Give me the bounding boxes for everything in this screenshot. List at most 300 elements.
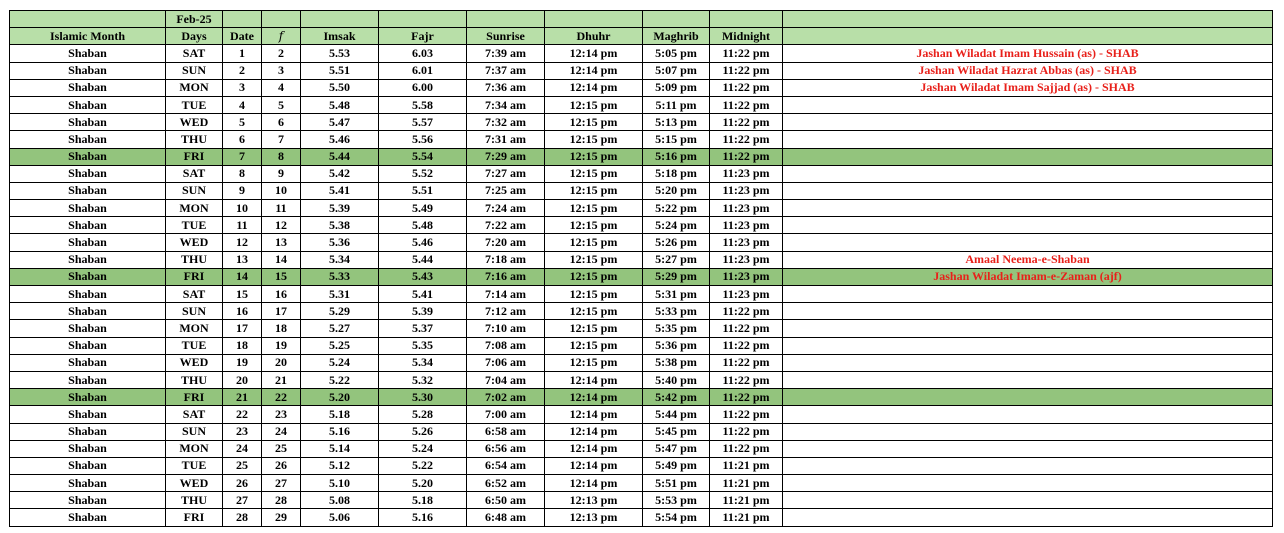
cell-maghrib: 5:22 pm — [643, 200, 710, 217]
cell-f: 11 — [262, 200, 301, 217]
cell-imsak: 5.25 — [301, 337, 379, 354]
cell-sunrise: 7:18 am — [467, 251, 545, 268]
cell-day: THU — [166, 131, 223, 148]
cell-date: 11 — [223, 217, 262, 234]
cell-day: SUN — [166, 62, 223, 79]
col-header-days: Days — [166, 28, 223, 45]
cell-midnight: 11:22 pm — [710, 440, 783, 457]
cell-fajr: 5.56 — [379, 131, 467, 148]
cell-sunrise: 6:58 am — [467, 423, 545, 440]
cell-imsak: 5.29 — [301, 303, 379, 320]
cell-maghrib: 5:13 pm — [643, 114, 710, 131]
cell-date: 24 — [223, 440, 262, 457]
cell-dhuhr: 12:15 pm — [545, 337, 643, 354]
cell-f: 18 — [262, 320, 301, 337]
cell-midnight: 11:23 pm — [710, 200, 783, 217]
cell-dhuhr: 12:15 pm — [545, 251, 643, 268]
cell-midnight: 11:22 pm — [710, 45, 783, 62]
cell-fajr: 5.20 — [379, 475, 467, 492]
cell-midnight: 11:23 pm — [710, 286, 783, 303]
cell-islamic-month: Shaban — [10, 509, 166, 526]
cell-midnight: 11:23 pm — [710, 268, 783, 285]
cell-day: SAT — [166, 45, 223, 62]
cell-date: 9 — [223, 182, 262, 199]
cell-maghrib: 5:18 pm — [643, 165, 710, 182]
table-row — [10, 45, 1273, 62]
cell-islamic-month: Shaban — [10, 182, 166, 199]
cell-maghrib: 5:31 pm — [643, 286, 710, 303]
cell-event-note: Jashan Wiladat Imam-e-Zaman (ajf) — [783, 268, 1273, 285]
cell-midnight: 11:22 pm — [710, 62, 783, 79]
col-header-date: Date — [223, 28, 262, 45]
cell-date: 10 — [223, 200, 262, 217]
cell-imsak: 5.20 — [301, 389, 379, 406]
cell-event-note: Amaal Neema-e-Shaban — [783, 251, 1273, 268]
cell-fajr: 5.18 — [379, 492, 467, 509]
table-row — [10, 62, 1273, 79]
cell-fajr: 5.32 — [379, 371, 467, 388]
cell-midnight: 11:21 pm — [710, 475, 783, 492]
col-header-islamic-month: Islamic Month — [10, 28, 166, 45]
cell-event-note — [783, 492, 1273, 509]
cell-imsak: 5.06 — [301, 509, 379, 526]
cell-islamic-month: Shaban — [10, 45, 166, 62]
cell-f: 17 — [262, 303, 301, 320]
cell-event-note — [783, 389, 1273, 406]
cell-sunrise: 6:54 am — [467, 457, 545, 474]
cell-dhuhr: 12:15 pm — [545, 131, 643, 148]
cell-imsak: 5.14 — [301, 440, 379, 457]
col-header-maghrib: Maghrib — [643, 28, 710, 45]
cell-islamic-month: Shaban — [10, 148, 166, 165]
cell-dhuhr: 12:15 pm — [545, 114, 643, 131]
cell-dhuhr: 12:14 pm — [545, 79, 643, 96]
cell-date: 25 — [223, 457, 262, 474]
prayer-timetable — [9, 10, 1273, 527]
cell-fajr: 5.37 — [379, 320, 467, 337]
cell-maghrib: 5:11 pm — [643, 96, 710, 113]
cell-sunrise: 7:34 am — [467, 96, 545, 113]
cell-day: THU — [166, 371, 223, 388]
cell-midnight: 11:22 pm — [710, 79, 783, 96]
cell-midnight: 11:22 pm — [710, 114, 783, 131]
header-blank-cell — [783, 11, 1273, 28]
table-row — [10, 492, 1273, 509]
cell-midnight: 11:23 pm — [710, 217, 783, 234]
cell-day: WED — [166, 475, 223, 492]
cell-maghrib: 5:27 pm — [643, 251, 710, 268]
header-blank-cell — [10, 11, 166, 28]
cell-event-note — [783, 406, 1273, 423]
cell-maghrib: 5:09 pm — [643, 79, 710, 96]
cell-date: 7 — [223, 148, 262, 165]
cell-midnight: 11:21 pm — [710, 457, 783, 474]
cell-day: THU — [166, 251, 223, 268]
table-row — [10, 371, 1273, 388]
cell-date: 4 — [223, 96, 262, 113]
sheet-top-margin — [9, 0, 1284, 10]
cell-event-note — [783, 182, 1273, 199]
cell-f: 15 — [262, 268, 301, 285]
cell-fajr: 5.58 — [379, 96, 467, 113]
col-header-fajr: Fajr — [379, 28, 467, 45]
cell-midnight: 11:22 pm — [710, 131, 783, 148]
cell-sunrise: 6:48 am — [467, 509, 545, 526]
cell-islamic-month: Shaban — [10, 406, 166, 423]
cell-sunrise: 7:24 am — [467, 200, 545, 217]
cell-event-note — [783, 96, 1273, 113]
cell-sunrise: 6:56 am — [467, 440, 545, 457]
table-row — [10, 165, 1273, 182]
cell-midnight: 11:22 pm — [710, 406, 783, 423]
cell-imsak: 5.51 — [301, 62, 379, 79]
cell-day: TUE — [166, 96, 223, 113]
cell-dhuhr: 12:15 pm — [545, 354, 643, 371]
cell-day: MON — [166, 79, 223, 96]
cell-day: MON — [166, 320, 223, 337]
cell-date: 19 — [223, 354, 262, 371]
cell-islamic-month: Shaban — [10, 79, 166, 96]
cell-f: 3 — [262, 62, 301, 79]
cell-islamic-month: Shaban — [10, 251, 166, 268]
cell-fajr: 5.43 — [379, 268, 467, 285]
cell-f: 19 — [262, 337, 301, 354]
cell-imsak: 5.53 — [301, 45, 379, 62]
cell-dhuhr: 12:14 pm — [545, 371, 643, 388]
cell-dhuhr: 12:14 pm — [545, 406, 643, 423]
cell-imsak: 5.39 — [301, 200, 379, 217]
month-year-label: Feb-25 — [166, 11, 223, 28]
cell-islamic-month: Shaban — [10, 371, 166, 388]
cell-event-note — [783, 234, 1273, 251]
table-row — [10, 182, 1273, 199]
cell-sunrise: 7:27 am — [467, 165, 545, 182]
cell-islamic-month: Shaban — [10, 475, 166, 492]
cell-day: SAT — [166, 165, 223, 182]
cell-day: FRI — [166, 389, 223, 406]
table-row — [10, 286, 1273, 303]
col-header-midnight: Midnight — [710, 28, 783, 45]
cell-f: 14 — [262, 251, 301, 268]
table-row — [10, 200, 1273, 217]
cell-dhuhr: 12:14 pm — [545, 45, 643, 62]
table-row — [10, 131, 1273, 148]
table-row — [10, 217, 1273, 234]
cell-dhuhr: 12:14 pm — [545, 475, 643, 492]
cell-fajr: 5.54 — [379, 148, 467, 165]
table-row — [10, 148, 1273, 165]
cell-day: SUN — [166, 182, 223, 199]
cell-date: 5 — [223, 114, 262, 131]
cell-event-note — [783, 148, 1273, 165]
cell-day: TUE — [166, 217, 223, 234]
cell-day: TUE — [166, 337, 223, 354]
cell-imsak: 5.16 — [301, 423, 379, 440]
cell-maghrib: 5:54 pm — [643, 509, 710, 526]
cell-sunrise: 7:25 am — [467, 182, 545, 199]
cell-f: 8 — [262, 148, 301, 165]
cell-dhuhr: 12:13 pm — [545, 509, 643, 526]
cell-date: 22 — [223, 406, 262, 423]
header-row-columns — [10, 28, 1273, 45]
cell-day: TUE — [166, 457, 223, 474]
cell-maghrib: 5:44 pm — [643, 406, 710, 423]
header-blank-cell — [301, 11, 379, 28]
cell-sunrise: 6:50 am — [467, 492, 545, 509]
cell-date: 6 — [223, 131, 262, 148]
header-blank-cell — [223, 11, 262, 28]
cell-date: 13 — [223, 251, 262, 268]
cell-imsak: 5.36 — [301, 234, 379, 251]
cell-midnight: 11:21 pm — [710, 492, 783, 509]
cell-fajr: 5.41 — [379, 286, 467, 303]
cell-f: 2 — [262, 45, 301, 62]
table-row — [10, 457, 1273, 474]
table-row — [10, 423, 1273, 440]
cell-imsak: 5.12 — [301, 457, 379, 474]
table-row — [10, 354, 1273, 371]
cell-islamic-month: Shaban — [10, 200, 166, 217]
cell-dhuhr: 12:15 pm — [545, 217, 643, 234]
cell-date: 8 — [223, 165, 262, 182]
cell-sunrise: 7:29 am — [467, 148, 545, 165]
cell-fajr: 6.01 — [379, 62, 467, 79]
cell-maghrib: 5:42 pm — [643, 389, 710, 406]
cell-midnight: 11:22 pm — [710, 354, 783, 371]
cell-midnight: 11:23 pm — [710, 182, 783, 199]
cell-imsak: 5.44 — [301, 148, 379, 165]
cell-imsak: 5.34 — [301, 251, 379, 268]
cell-event-note — [783, 509, 1273, 526]
cell-fajr: 5.28 — [379, 406, 467, 423]
cell-midnight: 11:23 pm — [710, 251, 783, 268]
cell-day: SAT — [166, 286, 223, 303]
col-header-dhuhr: Dhuhr — [545, 28, 643, 45]
cell-imsak: 5.27 — [301, 320, 379, 337]
cell-dhuhr: 12:15 pm — [545, 286, 643, 303]
cell-dhuhr: 12:14 pm — [545, 389, 643, 406]
cell-sunrise: 7:36 am — [467, 79, 545, 96]
cell-imsak: 5.48 — [301, 96, 379, 113]
table-row — [10, 234, 1273, 251]
cell-islamic-month: Shaban — [10, 389, 166, 406]
cell-islamic-month: Shaban — [10, 234, 166, 251]
cell-fajr: 5.16 — [379, 509, 467, 526]
cell-islamic-month: Shaban — [10, 423, 166, 440]
table-row — [10, 475, 1273, 492]
cell-maghrib: 5:38 pm — [643, 354, 710, 371]
cell-event-note — [783, 371, 1273, 388]
cell-f: 4 — [262, 79, 301, 96]
cell-day: WED — [166, 354, 223, 371]
cell-maghrib: 5:26 pm — [643, 234, 710, 251]
cell-event-note — [783, 217, 1273, 234]
cell-sunrise: 7:31 am — [467, 131, 545, 148]
cell-islamic-month: Shaban — [10, 268, 166, 285]
cell-maghrib: 5:49 pm — [643, 457, 710, 474]
cell-event-note — [783, 457, 1273, 474]
cell-sunrise: 7:12 am — [467, 303, 545, 320]
cell-fajr: 6.03 — [379, 45, 467, 62]
table-row — [10, 440, 1273, 457]
cell-dhuhr: 12:14 pm — [545, 457, 643, 474]
cell-event-note: Jashan Wiladat Imam Hussain (as) - SHAB — [783, 45, 1273, 62]
cell-maghrib: 5:36 pm — [643, 337, 710, 354]
cell-islamic-month: Shaban — [10, 440, 166, 457]
cell-imsak: 5.08 — [301, 492, 379, 509]
cell-f: 13 — [262, 234, 301, 251]
cell-f: 20 — [262, 354, 301, 371]
cell-f: 16 — [262, 286, 301, 303]
cell-midnight: 11:22 pm — [710, 320, 783, 337]
cell-sunrise: 7:20 am — [467, 234, 545, 251]
cell-day: SUN — [166, 423, 223, 440]
cell-fajr: 6.00 — [379, 79, 467, 96]
cell-f: 27 — [262, 475, 301, 492]
cell-event-note: Jashan Wiladat Imam Sajjad (as) - SHAB — [783, 79, 1273, 96]
cell-islamic-month: Shaban — [10, 286, 166, 303]
cell-dhuhr: 12:15 pm — [545, 320, 643, 337]
cell-day: SUN — [166, 303, 223, 320]
cell-fajr: 5.48 — [379, 217, 467, 234]
cell-f: 9 — [262, 165, 301, 182]
cell-midnight: 11:22 pm — [710, 337, 783, 354]
cell-imsak: 5.46 — [301, 131, 379, 148]
cell-fajr: 5.35 — [379, 337, 467, 354]
table-row — [10, 268, 1273, 285]
cell-f: 12 — [262, 217, 301, 234]
cell-dhuhr: 12:13 pm — [545, 492, 643, 509]
cell-dhuhr: 12:14 pm — [545, 62, 643, 79]
cell-fajr: 5.57 — [379, 114, 467, 131]
cell-imsak: 5.47 — [301, 114, 379, 131]
table-row — [10, 96, 1273, 113]
cell-islamic-month: Shaban — [10, 131, 166, 148]
cell-midnight: 11:21 pm — [710, 509, 783, 526]
table-row — [10, 406, 1273, 423]
cell-f: 7 — [262, 131, 301, 148]
cell-date: 15 — [223, 286, 262, 303]
cell-f: 6 — [262, 114, 301, 131]
cell-fajr: 5.22 — [379, 457, 467, 474]
cell-day: FRI — [166, 148, 223, 165]
cell-islamic-month: Shaban — [10, 354, 166, 371]
cell-maghrib: 5:40 pm — [643, 371, 710, 388]
cell-imsak: 5.24 — [301, 354, 379, 371]
cell-day: MON — [166, 200, 223, 217]
cell-islamic-month: Shaban — [10, 492, 166, 509]
cell-event-note — [783, 286, 1273, 303]
cell-imsak: 5.31 — [301, 286, 379, 303]
cell-fajr: 5.26 — [379, 423, 467, 440]
cell-event-note — [783, 354, 1273, 371]
cell-dhuhr: 12:15 pm — [545, 96, 643, 113]
cell-maghrib: 5:05 pm — [643, 45, 710, 62]
table-row — [10, 303, 1273, 320]
cell-maghrib: 5:16 pm — [643, 148, 710, 165]
cell-event-note — [783, 303, 1273, 320]
cell-day: WED — [166, 114, 223, 131]
cell-sunrise: 7:08 am — [467, 337, 545, 354]
cell-date: 2 — [223, 62, 262, 79]
table-row — [10, 251, 1273, 268]
cell-midnight: 11:23 pm — [710, 234, 783, 251]
header-blank-cell — [379, 11, 467, 28]
cell-islamic-month: Shaban — [10, 337, 166, 354]
col-header-imsak: Imsak — [301, 28, 379, 45]
cell-f: 23 — [262, 406, 301, 423]
cell-fajr: 5.52 — [379, 165, 467, 182]
header-row-month — [10, 11, 1273, 28]
cell-sunrise: 7:14 am — [467, 286, 545, 303]
cell-imsak: 5.18 — [301, 406, 379, 423]
cell-midnight: 11:23 pm — [710, 165, 783, 182]
cell-islamic-month: Shaban — [10, 96, 166, 113]
cell-maghrib: 5:15 pm — [643, 131, 710, 148]
cell-date: 17 — [223, 320, 262, 337]
cell-sunrise: 7:00 am — [467, 406, 545, 423]
col-header-f: f — [262, 28, 301, 45]
cell-islamic-month: Shaban — [10, 114, 166, 131]
cell-event-note — [783, 200, 1273, 217]
cell-date: 27 — [223, 492, 262, 509]
cell-dhuhr: 12:14 pm — [545, 423, 643, 440]
cell-event-note — [783, 320, 1273, 337]
cell-maghrib: 5:24 pm — [643, 217, 710, 234]
cell-f: 21 — [262, 371, 301, 388]
cell-midnight: 11:22 pm — [710, 148, 783, 165]
cell-sunrise: 7:39 am — [467, 45, 545, 62]
cell-maghrib: 5:45 pm — [643, 423, 710, 440]
cell-date: 14 — [223, 268, 262, 285]
cell-day: SAT — [166, 406, 223, 423]
header-blank-cell — [545, 11, 643, 28]
cell-day: WED — [166, 234, 223, 251]
cell-date: 23 — [223, 423, 262, 440]
cell-date: 21 — [223, 389, 262, 406]
cell-maghrib: 5:20 pm — [643, 182, 710, 199]
cell-fajr: 5.34 — [379, 354, 467, 371]
cell-event-note — [783, 165, 1273, 182]
cell-f: 26 — [262, 457, 301, 474]
cell-maghrib: 5:53 pm — [643, 492, 710, 509]
cell-date: 26 — [223, 475, 262, 492]
cell-sunrise: 7:06 am — [467, 354, 545, 371]
cell-sunrise: 7:37 am — [467, 62, 545, 79]
cell-maghrib: 5:35 pm — [643, 320, 710, 337]
cell-islamic-month: Shaban — [10, 303, 166, 320]
cell-islamic-month: Shaban — [10, 457, 166, 474]
cell-midnight: 11:22 pm — [710, 389, 783, 406]
cell-maghrib: 5:07 pm — [643, 62, 710, 79]
cell-dhuhr: 12:15 pm — [545, 268, 643, 285]
header-blank-cell — [710, 11, 783, 28]
cell-maghrib: 5:33 pm — [643, 303, 710, 320]
cell-midnight: 11:22 pm — [710, 96, 783, 113]
cell-day: FRI — [166, 509, 223, 526]
cell-date: 18 — [223, 337, 262, 354]
cell-event-note — [783, 440, 1273, 457]
cell-fajr: 5.46 — [379, 234, 467, 251]
cell-fajr: 5.49 — [379, 200, 467, 217]
cell-event-note — [783, 337, 1273, 354]
cell-islamic-month: Shaban — [10, 165, 166, 182]
cell-fajr: 5.39 — [379, 303, 467, 320]
cell-islamic-month: Shaban — [10, 62, 166, 79]
cell-dhuhr: 12:15 pm — [545, 200, 643, 217]
cell-sunrise: 7:22 am — [467, 217, 545, 234]
col-header-sunrise: Sunrise — [467, 28, 545, 45]
